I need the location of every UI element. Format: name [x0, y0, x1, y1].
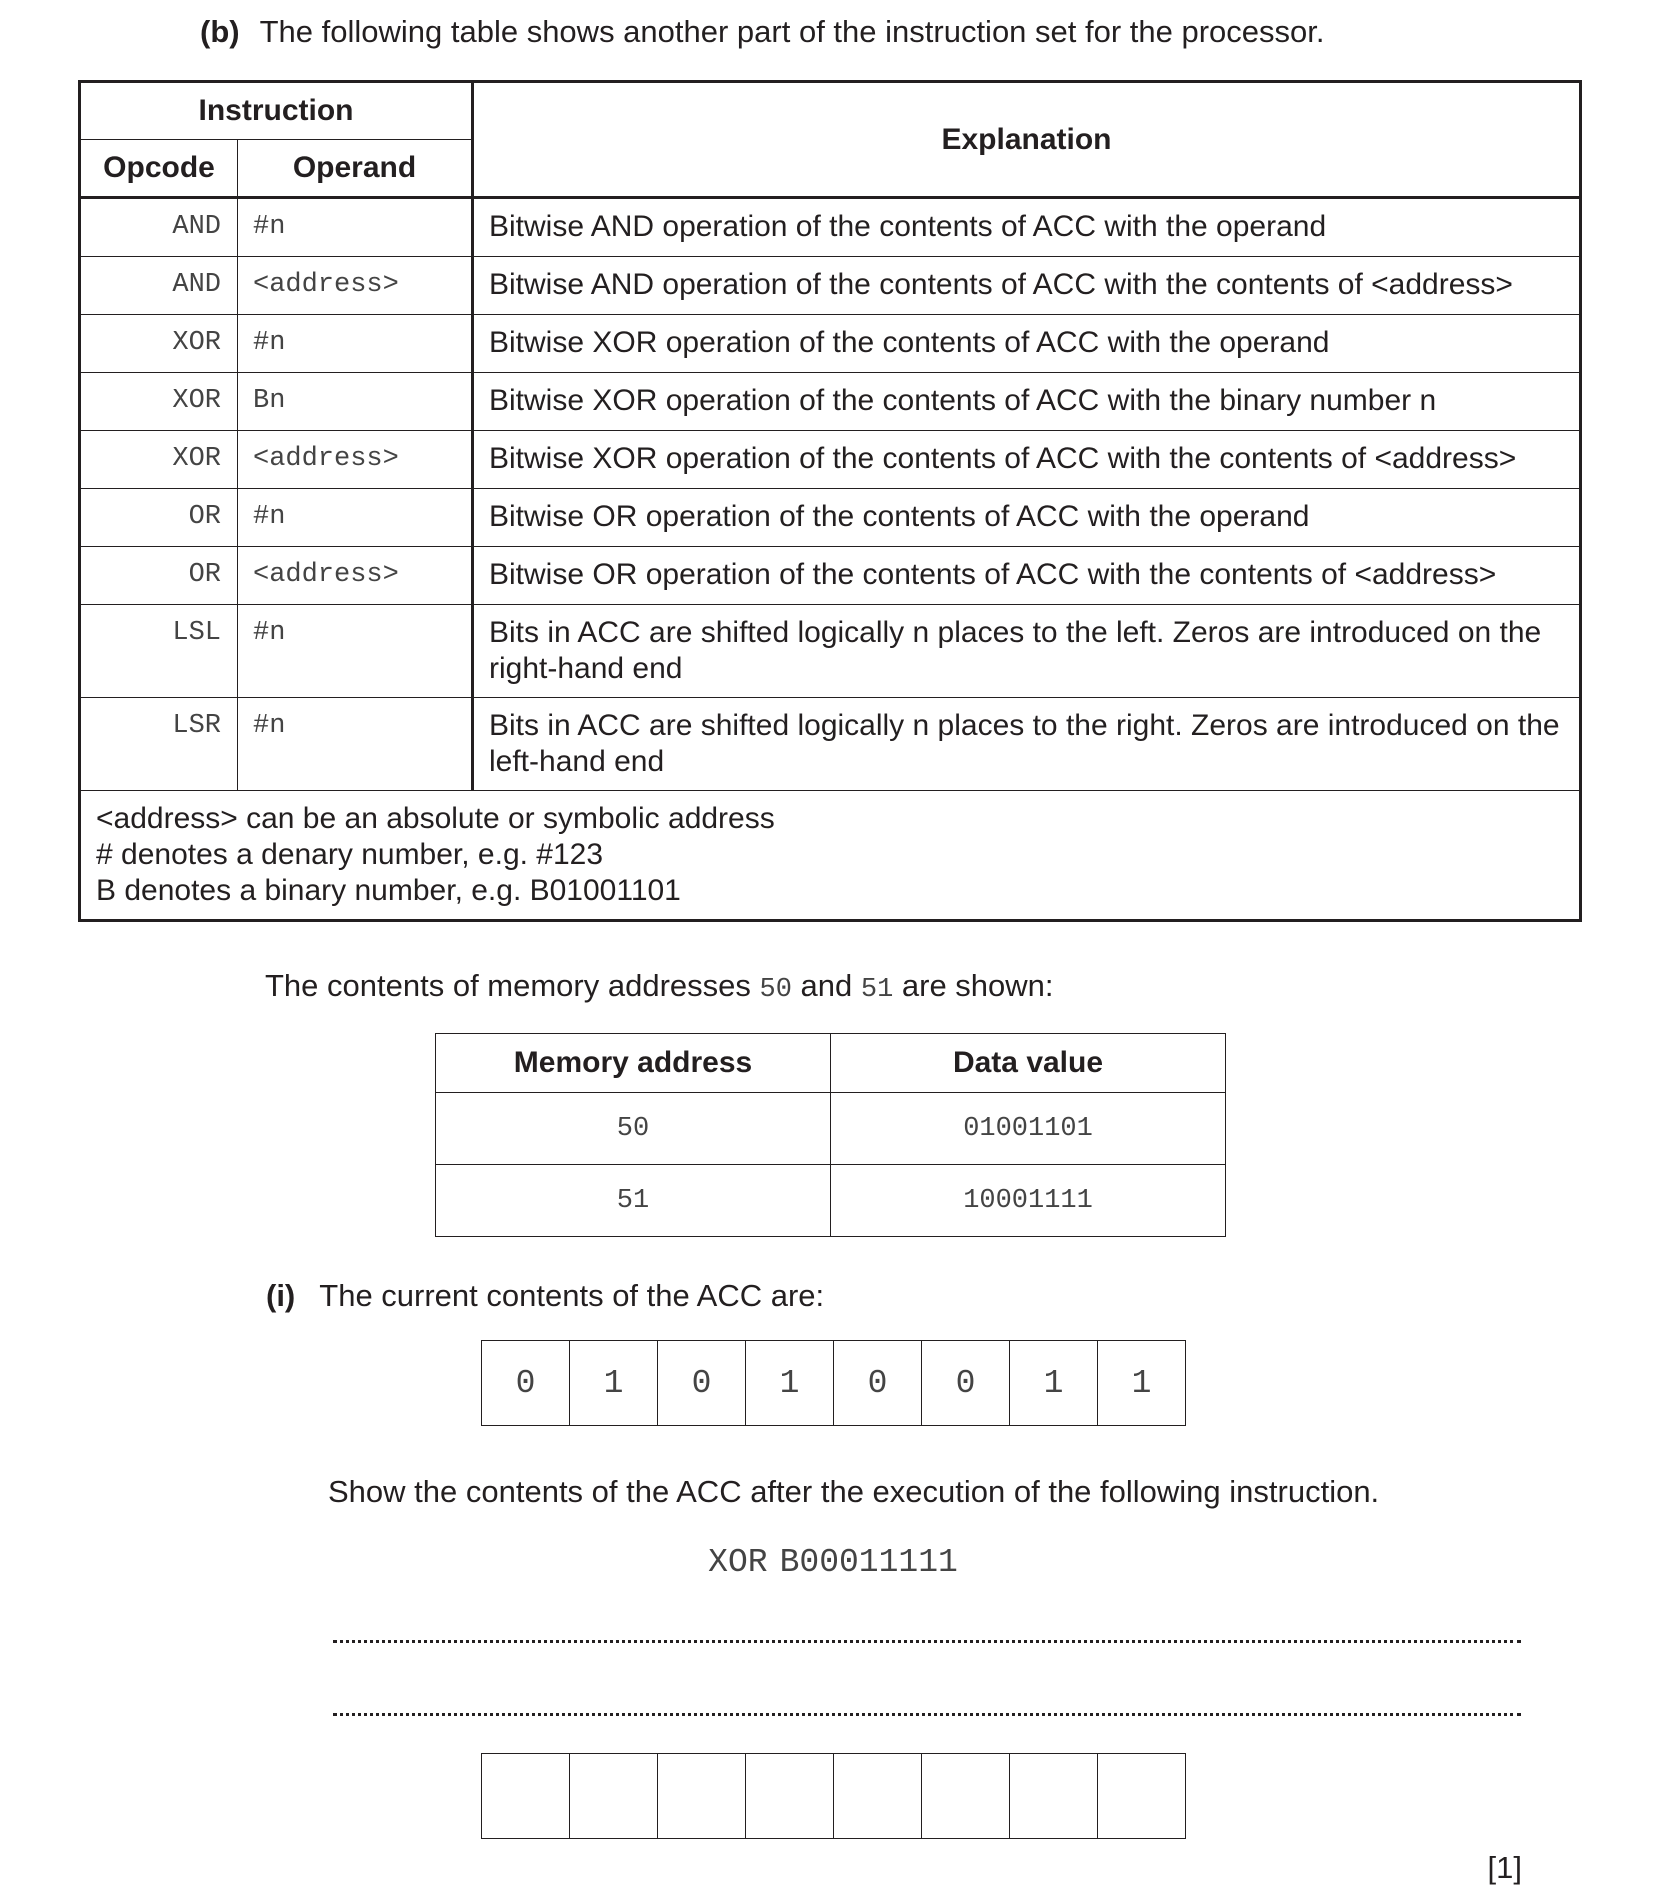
opcode-cell: AND: [80, 257, 238, 315]
explanation-cell: Bitwise XOR operation of the contents of ACC with the binary number n: [473, 373, 1581, 431]
acc-bit: 1: [1009, 1341, 1097, 1425]
memory-intro-addr1: 50: [759, 975, 792, 1005]
instruction-opcode: XOR: [708, 1544, 768, 1581]
table-row: [80, 257, 1581, 315]
opcode-cell: AND: [80, 198, 238, 257]
show-instruction-text: Show the contents of the ACC after the execution of the following instruction.: [328, 1474, 1380, 1509]
operand-cell: <address>: [238, 431, 473, 489]
acc-bit: 1: [569, 1341, 657, 1425]
explanation-cell: Bitwise XOR operation of the contents of ACC with the contents of <address>: [473, 431, 1581, 489]
note-line: <address> can be an absolute or symbolic address: [96, 802, 775, 835]
table-row: [436, 1165, 1226, 1237]
table-row: [80, 315, 1581, 373]
opcode-cell: OR: [80, 489, 238, 547]
table-notes: [80, 791, 1581, 921]
acc-current-bits: [481, 1340, 1186, 1426]
operand-cell: <address>: [238, 547, 473, 605]
answer-line[interactable]: [333, 1640, 1521, 1643]
table-row: [80, 198, 1581, 257]
operand-cell: Bn: [238, 373, 473, 431]
answer-bit-box[interactable]: [569, 1754, 657, 1838]
operand-cell: #n: [238, 198, 473, 257]
memory-intro: [265, 968, 1054, 1005]
acc-bit: 0: [515, 1364, 536, 1402]
instruction-set-table: [78, 80, 1582, 922]
memory-intro-before: The contents of memory addresses: [265, 968, 760, 1003]
opcode-cell: LSL: [80, 605, 238, 698]
table-row: [80, 698, 1581, 791]
opcode-cell: XOR: [80, 431, 238, 489]
table-row: [436, 1093, 1226, 1165]
acc-bit: 1: [745, 1341, 833, 1425]
memory-table: [435, 1033, 1226, 1237]
header-opcode: Opcode: [80, 140, 238, 198]
operand-cell: #n: [238, 698, 473, 791]
marks-label: [1]: [1487, 1850, 1522, 1885]
answer-bit-box[interactable]: [1009, 1754, 1097, 1838]
opcode-cell: OR: [80, 547, 238, 605]
xor-instruction: [0, 1544, 1654, 1581]
table-row: [80, 489, 1581, 547]
operand-cell: #n: [238, 315, 473, 373]
answer-bit-box[interactable]: [657, 1754, 745, 1838]
memory-intro-middle: and: [791, 968, 861, 1003]
part-i-prompt: [266, 1278, 824, 1314]
memory-intro-addr2: 51: [860, 975, 894, 1005]
answer-bit-box[interactable]: [833, 1754, 921, 1838]
operand-cell: #n: [238, 605, 473, 698]
header-operand: Operand: [238, 140, 473, 198]
table-row: [80, 373, 1581, 431]
acc-bit: 0: [833, 1341, 921, 1425]
table-row: [80, 547, 1581, 605]
part-i-text: The current contents of the ACC are:: [319, 1278, 825, 1313]
explanation-cell: Bitwise AND operation of the contents of ACC with the operand: [473, 198, 1581, 257]
header-data-value: Data value: [831, 1034, 1226, 1093]
opcode-cell: LSR: [80, 698, 238, 791]
operand-cell: #n: [238, 489, 473, 547]
table-row: [80, 605, 1581, 698]
explanation-cell: Bits in ACC are shifted logically n places to the left. Zeros are introduced on the right-hand end: [473, 605, 1581, 698]
memory-intro-after: are shown:: [893, 968, 1054, 1003]
part-i-label: (i): [266, 1278, 296, 1313]
explanation-cell: Bitwise AND operation of the contents of ACC with the contents of <address>: [473, 257, 1581, 315]
header-explanation: Explanation: [473, 82, 1581, 198]
data-value-cell: 10001111: [831, 1165, 1226, 1237]
memory-address-cell: 51: [436, 1165, 831, 1237]
explanation-cell: Bits in ACC are shifted logically n places to the right. Zeros are introduced on the left-hand end: [473, 698, 1581, 791]
note-line: # denotes a denary number, e.g. #123: [96, 838, 604, 871]
explanation-cell: Bitwise OR operation of the contents of ACC with the contents of <address>: [473, 547, 1581, 605]
answer-bit-box[interactable]: [1097, 1754, 1185, 1838]
question-intro-text: The following table shows another part of the instruction set for the processor.: [259, 14, 1325, 49]
header-memory-address: Memory address: [436, 1034, 831, 1093]
acc-answer-bits: [481, 1753, 1186, 1839]
answer-line[interactable]: [333, 1713, 1521, 1716]
acc-bit: 0: [657, 1341, 745, 1425]
header-instruction: Instruction: [80, 82, 473, 140]
part-label: (b): [200, 14, 240, 49]
question-intro: [200, 14, 1325, 50]
answer-bit-box[interactable]: [482, 1754, 569, 1838]
note-line: B denotes a binary number, e.g. B01001101: [96, 874, 681, 907]
answer-bit-box[interactable]: [921, 1754, 1009, 1838]
explanation-cell: Bitwise OR operation of the contents of ACC with the operand: [473, 489, 1581, 547]
memory-address-cell: 50: [436, 1093, 831, 1165]
opcode-cell: XOR: [80, 373, 238, 431]
acc-bit: 1: [1097, 1341, 1185, 1425]
instruction-operand: B00011111: [779, 1544, 958, 1581]
answer-bit-box[interactable]: [745, 1754, 833, 1838]
data-value-cell: 01001101: [831, 1093, 1226, 1165]
table-row: [80, 431, 1581, 489]
acc-bit: 0: [921, 1341, 1009, 1425]
opcode-cell: XOR: [80, 315, 238, 373]
operand-cell: <address>: [238, 257, 473, 315]
explanation-cell: Bitwise XOR operation of the contents of ACC with the operand: [473, 315, 1581, 373]
